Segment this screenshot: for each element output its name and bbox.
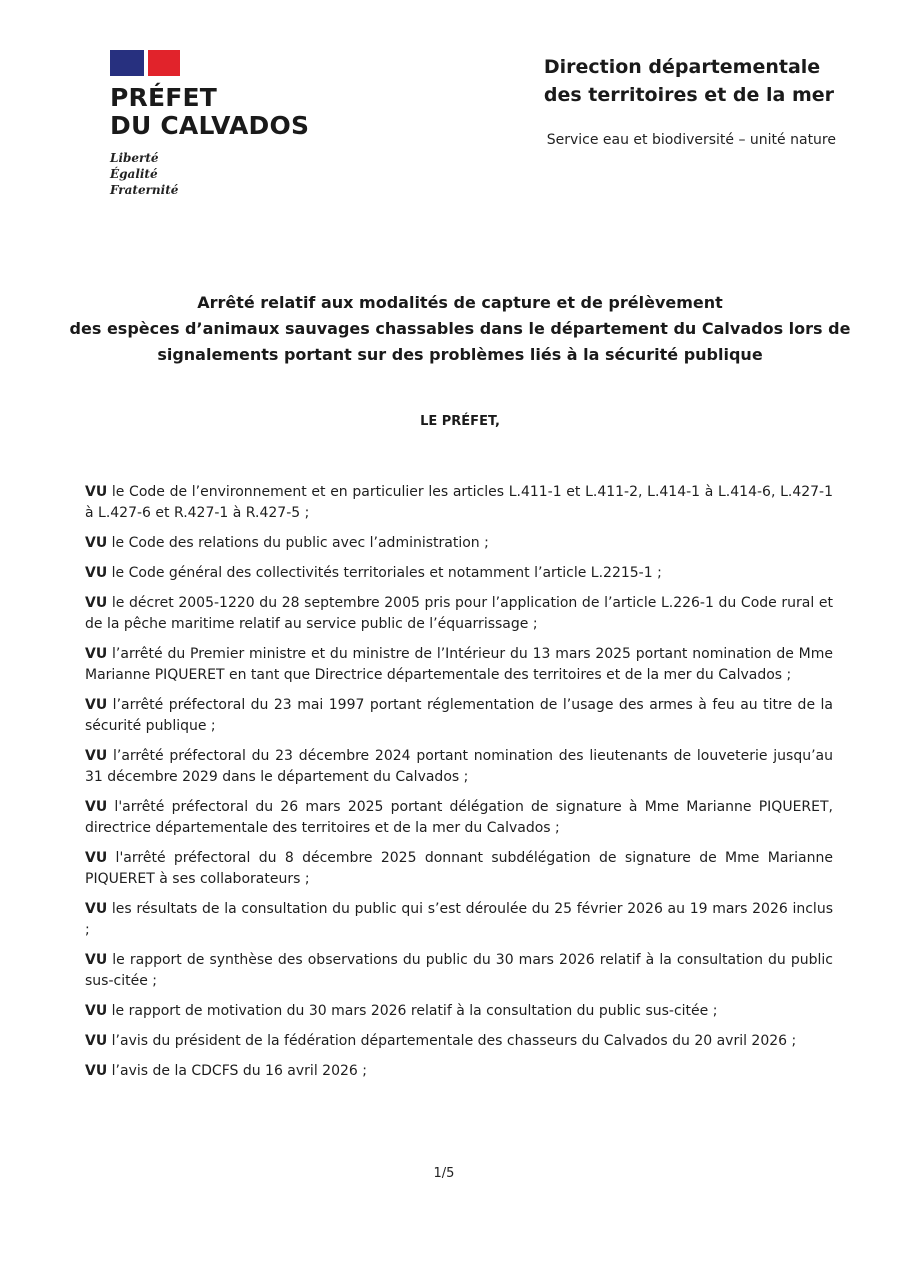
visa-item (85, 1001, 833, 1022)
visa-item (85, 644, 833, 686)
visa-prefix: VU (85, 1033, 108, 1049)
visa-item (85, 563, 833, 584)
visa-prefix: VU (85, 484, 108, 500)
visa-item (85, 1061, 833, 1082)
republic-motto (110, 150, 370, 198)
page-number: 1/5 (433, 1166, 455, 1181)
flag-blue-stripe (110, 50, 144, 76)
visa-prefix: VU (85, 565, 108, 581)
title-line-2: des espèces d’animaux sauvages chassables dans le département du Calvados lors de (69, 319, 851, 338)
visa-text: l’arrêté du Premier ministre et du ministre de l’Intérieur du 13 mars 2025 portant nomination de Mme Marianne PIQUERET en tant que Directrice départementale des territoires et de la mer du Calvados ; (85, 646, 833, 683)
visa-text: le rapport de motivation du 30 mars 2026 relatif à la consultation du public sus-citée ; (107, 1003, 718, 1019)
prefecture-logo (110, 50, 370, 198)
authority-heading: LE PRÉFET, (420, 414, 500, 429)
visa-prefix: VU (85, 1003, 108, 1019)
visa-text: le décret 2005-1220 du 28 septembre 2005 pris pour l’application de l’article L.226-1 du Code rural et de la pêche maritime relatif au service public de l’équarrissage ; (85, 595, 833, 632)
visa-text: le Code général des collectivités territoriales et notamment l’article L.2215-1 ; (107, 565, 662, 581)
visa-prefix: VU (85, 850, 108, 866)
flag-red-stripe (148, 50, 180, 76)
visa-text: l'arrêté préfectoral du 26 mars 2025 portant délégation de signature à Mme Marianne PIQUERET, directrice départementale des territoires et de la mer du Calvados ; (85, 799, 833, 836)
visa-prefix: VU (85, 748, 108, 764)
visa-text: le rapport de synthèse des observations du public du 30 mars 2026 relatif à la consultation du public sus-citée ; (85, 952, 833, 989)
visa-item (85, 848, 833, 890)
marianne-flag-icon (110, 50, 180, 76)
visas-list (85, 482, 833, 1091)
visa-text: l’avis de la CDCFS du 16 avril 2026 ; (107, 1063, 367, 1079)
title-line-3: signalements portant sur des problèmes liés à la sécurité publique (157, 345, 763, 364)
visa-item (85, 746, 833, 788)
prefet-department: DU CALVADOS (110, 111, 310, 140)
visa-item (85, 1031, 833, 1052)
direction-line-2: des territoires et de la mer (543, 84, 834, 106)
visa-item (85, 533, 833, 554)
visa-item (85, 593, 833, 635)
visa-item (85, 695, 833, 737)
issuing-service: Service eau et biodiversité – unité nature (546, 132, 836, 148)
visa-text: l’avis du président de la fédération départementale des chasseurs du Calvados du 20 avril 2026 ; (107, 1033, 797, 1049)
visa-prefix: VU (85, 1063, 108, 1079)
title-line-1: Arrêté relatif aux modalités de capture et de prélèvement (197, 293, 723, 312)
visa-prefix: VU (85, 535, 108, 551)
visa-prefix: VU (85, 697, 108, 713)
visa-text: le Code des relations du public avec l’administration ; (107, 535, 489, 551)
motto-liberte: Liberté (110, 151, 159, 165)
visa-item (85, 899, 833, 941)
prefet-title: PRÉFET (110, 83, 218, 112)
direction-line-1: Direction départementale (543, 56, 821, 78)
visa-text: les résultats de la consultation du public qui s’est déroulée du 25 février 2026 au 19 mars 2026 inclus ; (85, 901, 833, 938)
visa-text: l’arrêté préfectoral du 23 décembre 2024 portant nomination des lieutenants de louveterie jusqu’au 31 décembre 2029 dans le département du Calvados ; (85, 748, 833, 785)
visa-text: l’arrêté préfectoral du 23 mai 1997 portant réglementation de l’usage des armes à feu au titre de la sécurité publique ; (85, 697, 833, 734)
visa-prefix: VU (85, 646, 108, 662)
visa-item (85, 797, 833, 839)
visa-item (85, 950, 833, 992)
visa-item (85, 482, 833, 524)
visa-prefix: VU (85, 901, 108, 917)
document-title (60, 290, 860, 368)
visa-prefix: VU (85, 799, 108, 815)
issuing-direction (544, 53, 834, 109)
motto-fraternite: Fraternité (110, 183, 179, 197)
motto-egalite: Égalité (110, 167, 158, 181)
visa-text: le Code de l’environnement et en particulier les articles L.411-1 et L.411-2, L.414-1 à L.414-6, L.427-1 à L.427-6 et R.427-1 à R.427-5 ; (85, 484, 833, 521)
visa-text: l'arrêté préfectoral du 8 décembre 2025 donnant subdélégation de signature de Mme Marianne PIQUERET à ses collaborateurs ; (85, 850, 833, 887)
visa-prefix: VU (85, 595, 108, 611)
visa-prefix: VU (85, 952, 108, 968)
